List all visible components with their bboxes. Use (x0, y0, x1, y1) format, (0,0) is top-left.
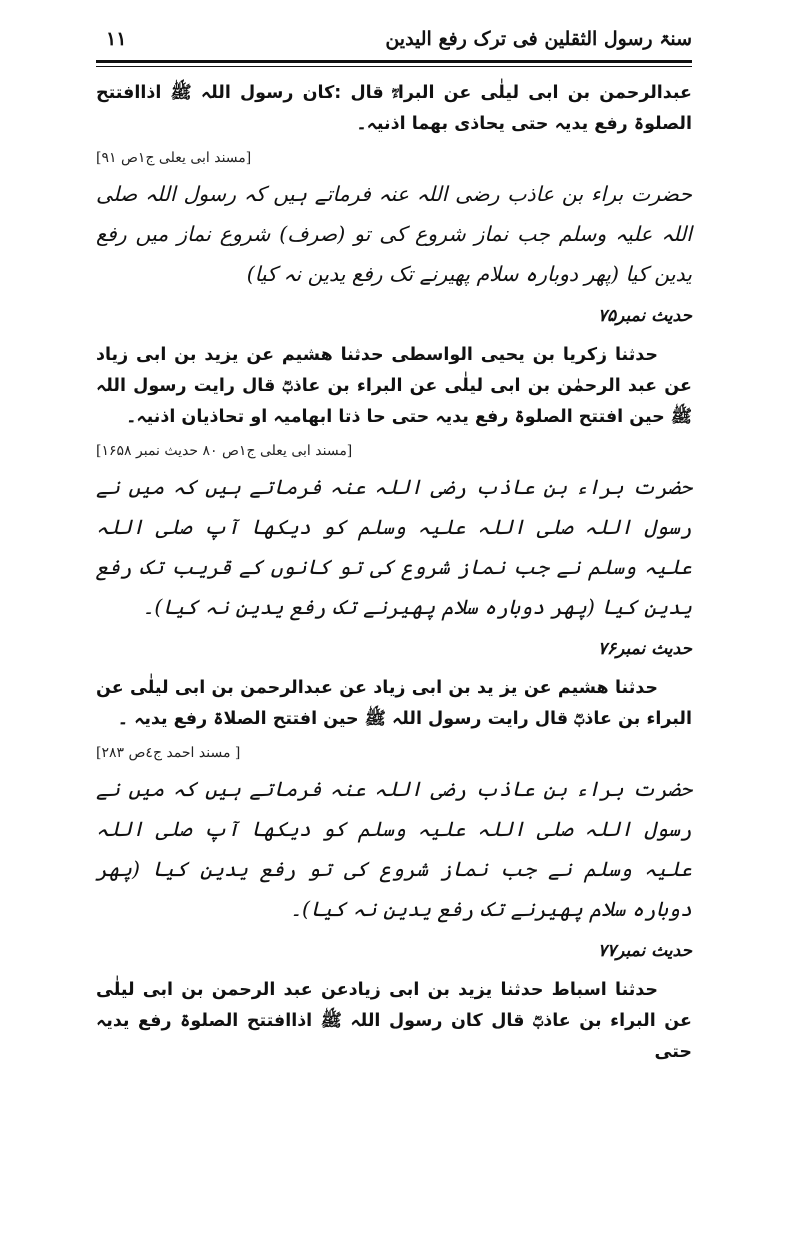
arabic-hadith-text: عبدالرحمن بن ابی لیلٰی عن البراءؓ قال :کان رسول اللہ ﷺ اذاافتتح الصلوۃ رفع یدیہ حتی یحاذی بھما اذنیہ۔ (96, 83, 692, 134)
urdu-translation: حضرت براء بن عاذب رضی اللہ عنہ فرماتے ہیں کہ رسول اللہ صلی اللہ علیہ وسلم جب نماز شروع کی تو (صرف) شروع نماز میں رفع یدین کیا (پھر دوبارہ سلام پھیرنے تک رفع یدین نہ کیا) (96, 182, 692, 286)
arabic-hadith-text: حدثنا زکریا بن یحیی الواسطی حدثنا ھشیم عن یزید بن ابی زیاد عن عبد الرحمٰن بن ابی لیلٰی عن البراء بن عاذبؓ قال رایت رسول اللہ ﷺ حین افتتح الصلوۃ رفع یدیہ حتی حا ذتا ابھامیہ او تحاذیان اذنیہ۔ (96, 345, 692, 427)
arabic-hadith-text: حدثنا اسباط حدثنا یزید بن ابی زیادعن عبد الرحمن بن ابی لیلٰی عن البراء بن عاذبؓ قال کان رسول اللہ ﷺ اذاافتتح الصلوۃ رفع یدیہ حتی (96, 980, 692, 1062)
urdu-translation: حضرت براء بن عاذب رضی اللہ عنہ فرماتے ہیں کہ میں نے رسول اللہ صلی اللہ علیہ وسلم کو دیکھا آپ صلی اللہ علیہ وسلم نے جب نماز شروع کی تو کانوں کے قریب تک رفع یدین کیا (پھر دوبارہ سلام پھیرنے تک رفع یدین نہ کیا)۔ (96, 475, 692, 619)
hadith-number-heading: حدیث نمبر۷۷ (597, 941, 692, 961)
page-body (96, 78, 692, 1074)
running-header (96, 28, 692, 56)
header-rule-thin (96, 66, 692, 67)
book-title: سنۃ رسول الثقلین فی ترک رفع الیدین (385, 28, 692, 50)
header-rule-thick (96, 60, 692, 63)
source-reference: [مسند ابی یعلی ج۱ص ۹۱] (96, 150, 252, 166)
source-reference: [مسند ابی یعلی ج۱ص ۸۰ حدیث نمبر ۱۶۵۸] (96, 443, 353, 459)
arabic-hadith-text: حدثنا ھشیم عن یز ید بن ابی زیاد عن عبدالرحمن بن ابی لیلٰی عن البراء بن عاذبؓ قال رایت رسول اللہ ﷺ حین افتتح الصلاۃ رفع یدیہ ۔ (96, 678, 692, 729)
hadith-number-heading: حدیث نمبر۷۵ (597, 306, 692, 326)
urdu-translation: حضرت براء بن عاذب رضی اللہ عنہ فرماتے ہیں کہ میں نے رسول اللہ صلی اللہ علیہ وسلم کو دیکھا آپ صلی اللہ علیہ وسلم نے جب نماز شروع کی تو رفع یدین کیا (پھر دوبارہ سلام پھیرنے تک رفع یدین نہ کیا)۔ (96, 777, 692, 921)
hadith-number-heading: حدیث نمبر۷۶ (597, 639, 692, 659)
source-reference: [ مسند احمد ج٤ص ۲۸۳] (96, 745, 241, 761)
page-number: ۱۱ (106, 28, 127, 50)
